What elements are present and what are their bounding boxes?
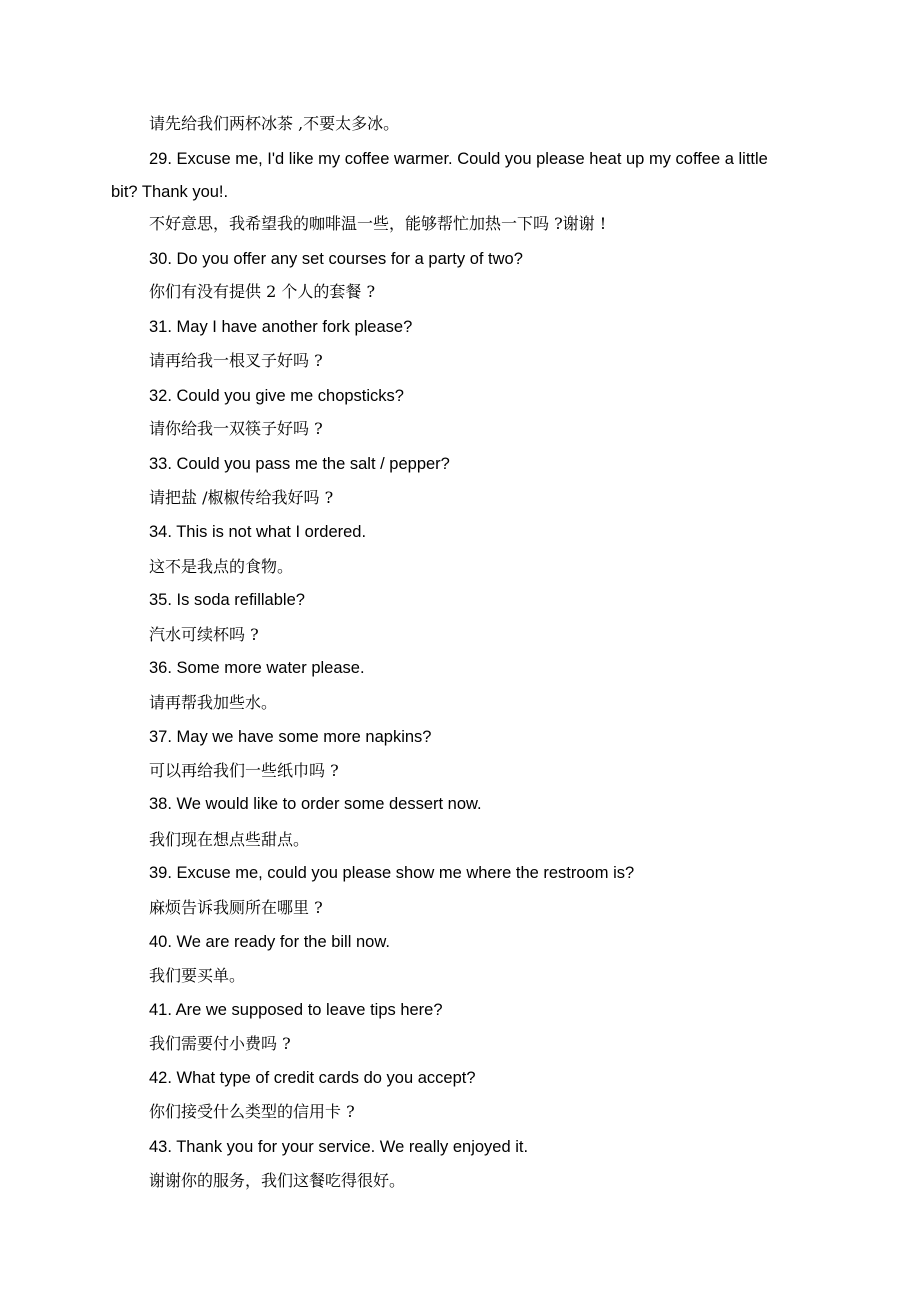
text-line-en: 32. Could you give me chopsticks? (149, 387, 404, 405)
text-line-zh: 我们现在想点些甜点。 (149, 830, 310, 849)
text-line-en: 37. May we have some more napkins? (149, 728, 432, 746)
text-line-zh: 我们需要付小费吗 ? (149, 1034, 291, 1053)
text-line-zh: 可以再给我们一些纸巾吗 ? (149, 761, 339, 780)
text-line-zh: 不好意思，我希望我的咖啡温一些，能够帮忙加热一下吗 ?谢谢 ! (149, 214, 607, 233)
text-line-en: 34. This is not what I ordered. (149, 523, 367, 541)
text-line-en: 39. Excuse me, could you please show me where the restroom is? (149, 864, 635, 882)
text-line-zh: 请再给我一根叉子好吗 ? (149, 351, 323, 370)
text-line-en: 30. Do you offer any set courses for a party of two? (149, 250, 523, 268)
text-line-en: 38. We would like to order some dessert now. (149, 795, 482, 813)
text-line-zh: 请再帮我加些水。 (149, 693, 278, 712)
text-line-zh: 谢谢你的服务，我们这餐吃得很好。 (149, 1171, 406, 1190)
text-line-zh: 汽水可续杯吗 ? (149, 625, 259, 644)
text-line-zh: 请把盐 /椒椒传给我好吗 ? (149, 488, 334, 507)
text-line-en: 41. Are we supposed to leave tips here? (149, 1001, 443, 1019)
text-line-zh: 请先给我们两杯冰茶 ,不要太多冰。 (149, 114, 400, 133)
text-line-zh: 你们有没有提供 2 个人的套餐 ? (149, 282, 376, 301)
text-line-zh: 这不是我点的食物。 (149, 557, 294, 576)
text-line-en: 36. Some more water please. (149, 659, 365, 677)
text-line-zh: 你们接受什么类型的信用卡 ? (149, 1102, 355, 1121)
text-line-en: 31. May I have another fork please? (149, 318, 413, 336)
text-line-zh: 麻烦告诉我厕所在哪里 ? (149, 898, 323, 917)
text-line-zh: 我们要买单。 (149, 966, 246, 985)
text-line-en: 40. We are ready for the bill now. (149, 933, 390, 951)
text-line-en: 42. What type of credit cards do you accept? (149, 1069, 476, 1087)
text-line-en: 43. Thank you for your service. We really enjoyed it. (149, 1138, 529, 1156)
text-line-zh: 请你给我一双筷子好吗 ? (149, 419, 323, 438)
text-line-en: 33. Could you pass me the salt / pepper? (149, 455, 450, 473)
text-line-en: 29. Excuse me, I'd like my coffee warmer. Could you please heat up my coffee a little bit? Thank you!. (111, 150, 768, 201)
text-line-en: 35. Is soda refillable? (149, 591, 305, 609)
